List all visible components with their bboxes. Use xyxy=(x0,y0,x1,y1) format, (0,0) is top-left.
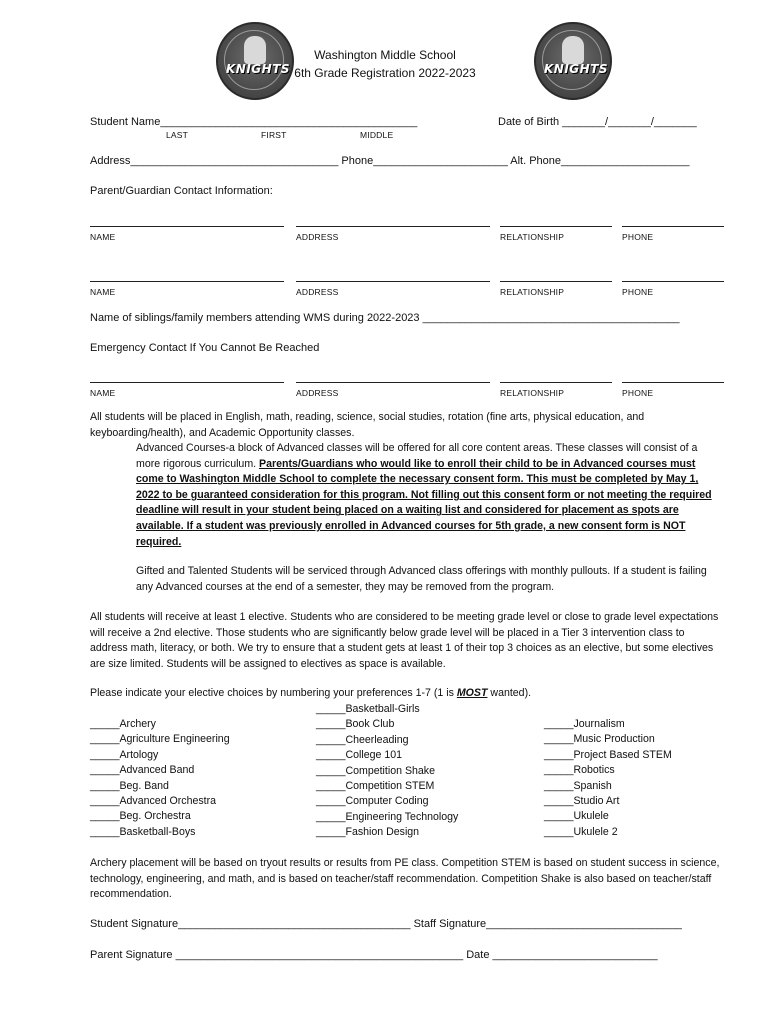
label-relationship: RELATIONSHIP xyxy=(500,287,565,297)
label-last: LAST xyxy=(166,130,189,140)
guardian1-phone-line[interactable] xyxy=(622,226,724,227)
date-of-birth-field[interactable]: Date of Birth _______/_______/_______ xyxy=(498,116,697,128)
elective-label: Studio Art xyxy=(573,795,620,807)
elective-rank-blank[interactable]: _____ xyxy=(316,733,346,746)
label-name: NAME xyxy=(90,388,116,398)
emergency-phone-line[interactable] xyxy=(622,382,724,383)
elective-label: College 101 xyxy=(345,749,403,762)
elective-rank-blank[interactable]: _____ xyxy=(544,795,574,807)
elective-rank-blank[interactable]: _____ xyxy=(316,780,346,792)
form-title: 6th Grade Registration 2022-2023 xyxy=(294,66,476,80)
elective-option[interactable] xyxy=(90,733,230,745)
elective-label: Ukulele 2 xyxy=(573,825,618,838)
elective-option[interactable] xyxy=(316,703,420,715)
elective-option[interactable] xyxy=(90,718,156,730)
elective-option[interactable] xyxy=(316,795,429,807)
elective-label: Beg. Band xyxy=(119,779,169,792)
school-logo-right xyxy=(534,22,612,100)
elective-rank-blank[interactable]: _____ xyxy=(544,748,574,761)
elective-label: Engineering Technology xyxy=(345,810,459,823)
elective-label: Basketball-Boys xyxy=(119,825,196,838)
elective-option[interactable] xyxy=(316,734,409,746)
advanced-courses-paragraph xyxy=(136,441,720,550)
elective-prompt-text: Please indicate your elective choices by numbering your preferences 1-7 (1 is xyxy=(90,687,457,699)
elective-label: Journalism xyxy=(573,718,625,730)
elective-rank-blank[interactable]: _____ xyxy=(316,749,346,762)
elective-label: Archery xyxy=(119,718,156,730)
emergency-heading: Emergency Contact If You Cannot Be Reached xyxy=(90,342,320,354)
elective-rank-blank[interactable]: _____ xyxy=(90,733,120,746)
elective-option[interactable] xyxy=(316,811,458,823)
elective-label: Book Club xyxy=(345,718,395,731)
elective-option[interactable] xyxy=(544,780,612,792)
elective-rank-blank[interactable]: _____ xyxy=(544,810,574,823)
elective-rank-blank[interactable]: _____ xyxy=(90,795,120,807)
elective-option[interactable] xyxy=(544,795,619,807)
guardian-heading: Parent/Guardian Contact Information: xyxy=(90,185,273,197)
siblings-field[interactable]: Name of siblings/family members attending WMS during 2022-2023 __________________________________________ xyxy=(90,312,680,324)
student-staff-signature-field[interactable]: Student Signature______________________________________ Staff Signature________________________________ xyxy=(90,918,682,930)
label-name: NAME xyxy=(90,232,116,242)
elective-option[interactable] xyxy=(316,826,419,838)
label-relationship: RELATIONSHIP xyxy=(500,232,565,242)
elective-label: Competition STEM xyxy=(345,780,435,792)
elective-label: Advanced Band xyxy=(119,764,195,777)
elective-option[interactable] xyxy=(316,718,394,730)
elective-rank-blank[interactable]: _____ xyxy=(316,718,346,731)
elective-label: Agriculture Engineering xyxy=(119,733,230,746)
elective-option[interactable] xyxy=(544,718,625,730)
logo-text: KNIGHTS xyxy=(544,62,609,76)
gifted-talented-paragraph: Gifted and Talented Students will be serviced through Advanced class offerings with monthly pullouts. If a student is failing any Advanced courses at the end of a semester, they may be removed from the program. xyxy=(136,565,707,593)
elective-rank-blank[interactable]: _____ xyxy=(316,810,346,823)
elective-rank-blank[interactable]: _____ xyxy=(544,779,574,792)
school-name: Washington Middle School xyxy=(314,48,456,62)
elective-option[interactable] xyxy=(544,764,615,776)
elective-rank-blank[interactable]: _____ xyxy=(90,764,120,777)
elective-label: Beg. Orchestra xyxy=(119,810,191,823)
elective-option[interactable] xyxy=(90,810,191,822)
label-relationship: RELATIONSHIP xyxy=(500,388,565,398)
elective-option[interactable] xyxy=(316,780,434,792)
elective-option[interactable] xyxy=(90,795,216,807)
elective-rank-blank[interactable]: _____ xyxy=(90,748,120,761)
guardian2-relationship-line[interactable] xyxy=(500,281,612,282)
emergency-name-line[interactable] xyxy=(90,382,284,383)
label-address: ADDRESS xyxy=(296,287,339,297)
label-phone: PHONE xyxy=(622,232,654,242)
address-phone-fields[interactable]: Address__________________________________ Phone______________________ Alt. Phone_____________________ xyxy=(90,155,690,167)
elective-option[interactable] xyxy=(544,810,609,822)
elective-label: Project Based STEM xyxy=(573,748,672,761)
elective-label: Competition Shake xyxy=(345,764,435,777)
elective-label: Artology xyxy=(119,748,159,761)
elective-rank-blank[interactable]: _____ xyxy=(544,825,574,838)
parent-signature-date-field[interactable]: Parent Signature _______________________________________________ Date ___________________________ xyxy=(90,949,658,961)
elective-label: Cheerleading xyxy=(345,733,409,746)
elective-rank-blank[interactable]: _____ xyxy=(90,810,120,823)
student-name-field[interactable]: Student Name__________________________________________ xyxy=(90,116,418,128)
placement-intro: All students will be placed in English, math, reading, science, social studies, rotation (fine arts, physical education, and keyboarding/health), and Academic Opportunity classes. xyxy=(90,411,645,439)
elective-option[interactable] xyxy=(316,765,435,777)
guardian1-address-line[interactable] xyxy=(296,226,490,227)
elective-prompt xyxy=(90,687,531,699)
elective-label: Ukulele xyxy=(573,810,609,823)
elective-label: Computer Coding xyxy=(345,795,429,808)
elective-rank-blank[interactable]: _____ xyxy=(90,718,120,730)
label-address: ADDRESS xyxy=(296,388,339,398)
elective-option[interactable] xyxy=(90,749,158,761)
label-address: ADDRESS xyxy=(296,232,339,242)
elective-label: Music Production xyxy=(573,733,655,746)
elective-rank-blank[interactable]: _____ xyxy=(544,733,574,746)
elective-rank-blank[interactable]: _____ xyxy=(544,764,574,777)
elective-prompt-most: MOST xyxy=(456,687,488,699)
elective-option[interactable] xyxy=(90,764,194,776)
label-phone: PHONE xyxy=(622,287,654,297)
elective-rank-blank[interactable]: _____ xyxy=(316,764,346,777)
emergency-address-line[interactable] xyxy=(296,382,490,383)
elective-rank-blank[interactable]: _____ xyxy=(316,795,346,808)
elective-rank-blank[interactable]: _____ xyxy=(544,718,574,730)
elective-label: Basketball-Girls xyxy=(345,703,420,715)
label-phone: PHONE xyxy=(622,388,654,398)
guardian2-address-line[interactable] xyxy=(296,281,490,282)
elective-rank-blank[interactable]: _____ xyxy=(90,779,120,792)
elective-label: Spanish xyxy=(573,779,612,792)
elective-rank-blank[interactable]: _____ xyxy=(316,826,346,839)
guardian1-relationship-line[interactable] xyxy=(500,226,612,227)
guardian2-name-line[interactable] xyxy=(90,281,284,282)
elective-option[interactable] xyxy=(90,826,195,838)
elective-option[interactable] xyxy=(544,826,618,838)
elective-option[interactable] xyxy=(544,733,655,745)
elective-label: Advanced Orchestra xyxy=(119,795,217,807)
logo-text: KNIGHTS xyxy=(226,62,291,76)
elective-rank-blank[interactable]: _____ xyxy=(316,703,346,715)
guardian2-phone-line[interactable] xyxy=(622,281,724,282)
elective-label: Fashion Design xyxy=(345,826,420,839)
advanced-consent-notice: Parents/Guardians who would like to enroll their child to be in Advanced courses must come to Washington Middle School to complete the necessary consent form. This must be completed by May 1, 2022 to be guaranteed consideration for this program. Not filling out this consent form or not meeting the required deadline will result in your student being placed on a waiting list and considered for placement as spots are available. If a student was previously enrolled in Advanced courses for 5th grade, a new consent form is NOT required. xyxy=(136,457,712,548)
placement-footnote: Archery placement will be based on tryout results or results from PE class. Competition STEM is based on student success in science, technology, engineering, and math, and is based on teacher/staff recommendation. Competition Shake is also based on teacher/staff recommendation. xyxy=(90,857,720,901)
elective-rank-blank[interactable]: _____ xyxy=(90,825,120,838)
label-middle: MIDDLE xyxy=(360,130,394,140)
advanced-courses-text: Advanced Courses-a block of Advanced classes will be offered for all core content areas. These classes will consist of a more rigorous curriculum. xyxy=(136,442,698,470)
emergency-relationship-line[interactable] xyxy=(500,382,612,383)
elective-prompt-end: wanted). xyxy=(487,687,532,699)
label-first: FIRST xyxy=(261,130,287,140)
elective-option[interactable] xyxy=(544,749,672,761)
label-name: NAME xyxy=(90,287,116,297)
knight-emblem-icon xyxy=(562,36,584,64)
elective-option[interactable] xyxy=(316,749,402,761)
guardian1-name-line[interactable] xyxy=(90,226,284,227)
elective-info-paragraph: All students will receive at least 1 elective. Students who are considered to be meeting grade level or close to grade level expectations will receive a 2nd elective. Those students who are significantly below grade level will be placed in a Tier 3 intervention class to address math, literacy, or both. We try to ensure that a student gets at least 1 of their top 3 choices as an elective, but some electives are size limited. Students will be assigned to electives as space is available. xyxy=(90,611,719,670)
elective-label: Robotics xyxy=(573,764,615,777)
elective-option[interactable] xyxy=(90,780,169,792)
